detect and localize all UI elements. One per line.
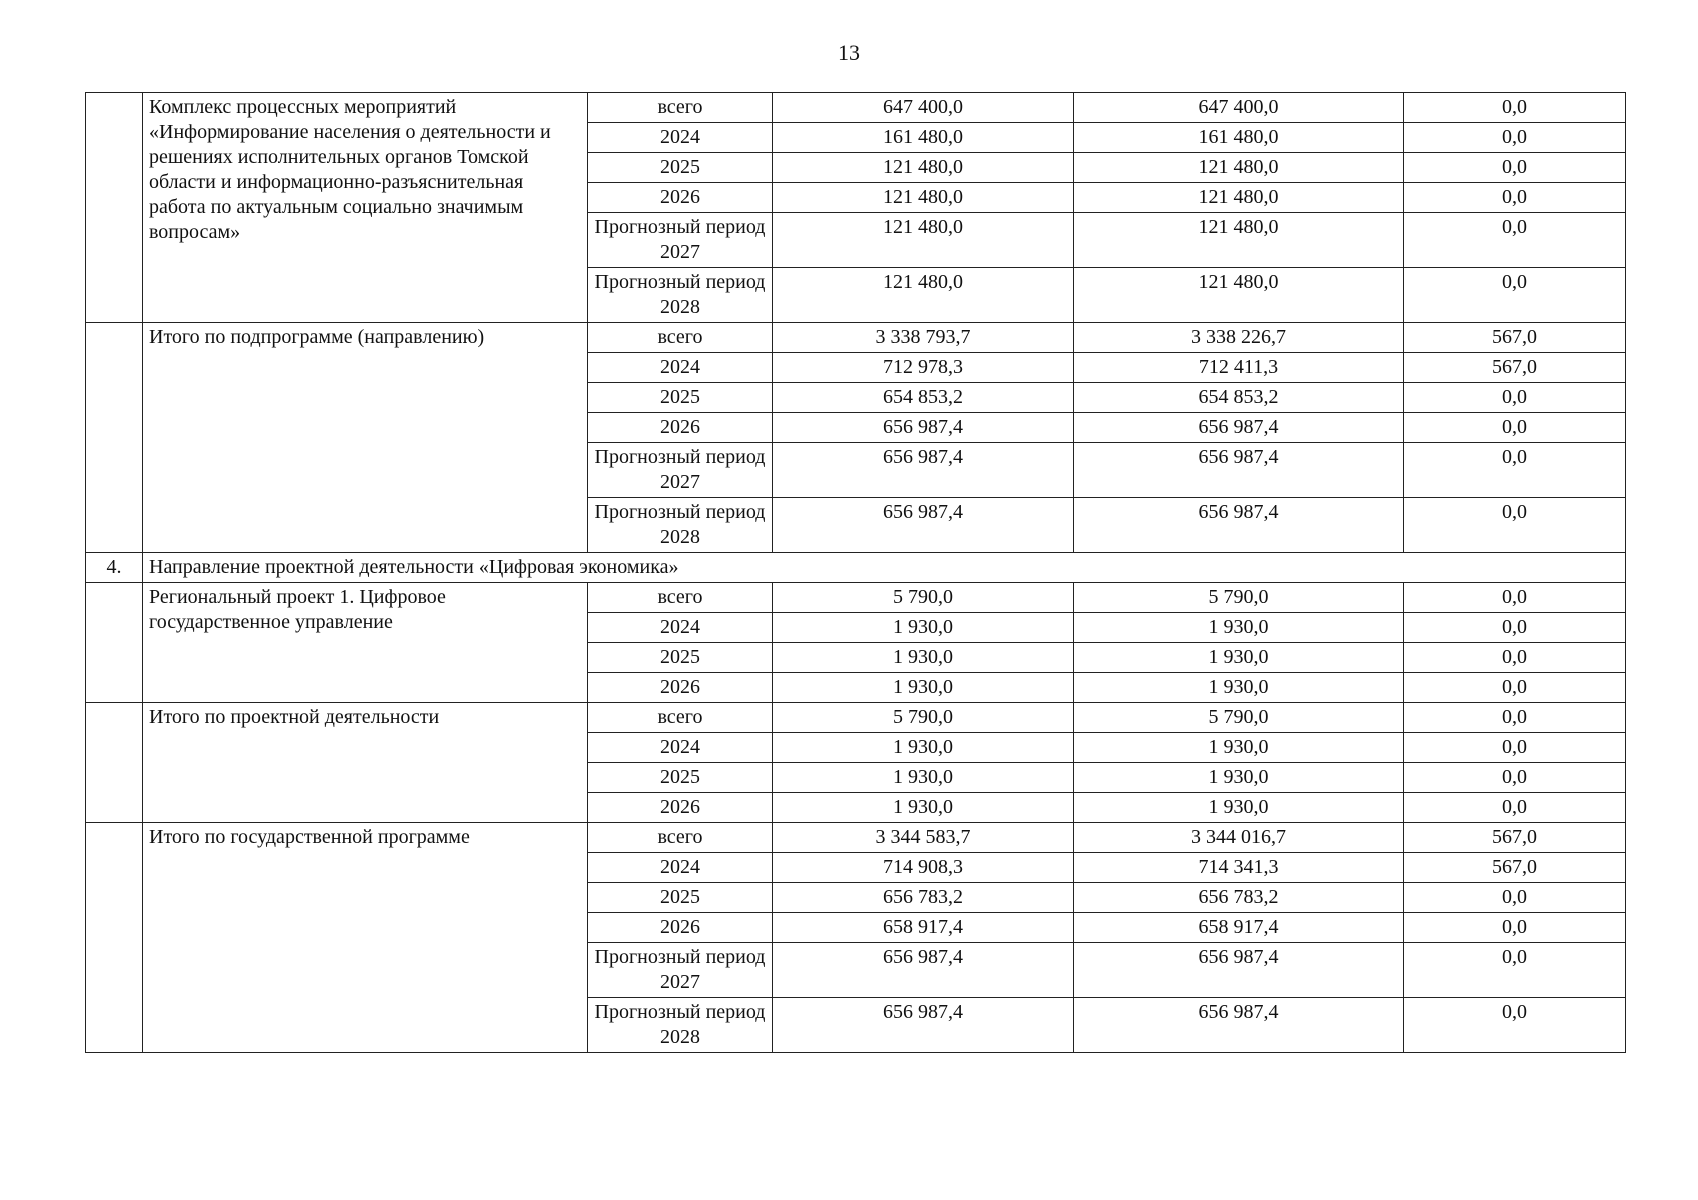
budget-table bbox=[85, 92, 1626, 1053]
period-cell: всего bbox=[588, 93, 773, 123]
table-row bbox=[86, 703, 1626, 733]
federal-cell: 0,0 bbox=[1404, 383, 1626, 413]
federal-cell: 0,0 bbox=[1404, 613, 1626, 643]
regional-cell: 5 790,0 bbox=[1074, 703, 1404, 733]
federal-cell: 0,0 bbox=[1404, 213, 1626, 268]
regional-cell: 1 930,0 bbox=[1074, 763, 1404, 793]
period-cell: всего bbox=[588, 583, 773, 613]
federal-cell: 0,0 bbox=[1404, 763, 1626, 793]
federal-cell: 0,0 bbox=[1404, 733, 1626, 763]
total-cell: 121 480,0 bbox=[773, 213, 1074, 268]
regional-cell: 1 930,0 bbox=[1074, 613, 1404, 643]
period-cell: 2024 bbox=[588, 353, 773, 383]
table-row bbox=[86, 823, 1626, 853]
federal-cell: 0,0 bbox=[1404, 583, 1626, 613]
federal-cell: 567,0 bbox=[1404, 323, 1626, 353]
period-cell: Прогнозный период 2027 bbox=[588, 943, 773, 998]
federal-cell: 0,0 bbox=[1404, 413, 1626, 443]
period-cell: Прогнозный период 2027 bbox=[588, 443, 773, 498]
regional-cell: 1 930,0 bbox=[1074, 793, 1404, 823]
federal-cell: 0,0 bbox=[1404, 643, 1626, 673]
regional-cell: 656 987,4 bbox=[1074, 498, 1404, 553]
period-cell: 2025 bbox=[588, 383, 773, 413]
total-cell: 1 930,0 bbox=[773, 673, 1074, 703]
total-cell: 647 400,0 bbox=[773, 93, 1074, 123]
regional-cell: 121 480,0 bbox=[1074, 153, 1404, 183]
total-cell: 1 930,0 bbox=[773, 643, 1074, 673]
period-cell: 2026 bbox=[588, 793, 773, 823]
regional-cell: 121 480,0 bbox=[1074, 183, 1404, 213]
regional-cell: 1 930,0 bbox=[1074, 733, 1404, 763]
row-number bbox=[86, 323, 143, 553]
regional-cell: 3 344 016,7 bbox=[1074, 823, 1404, 853]
federal-cell: 0,0 bbox=[1404, 793, 1626, 823]
period-cell: всего bbox=[588, 323, 773, 353]
federal-cell: 0,0 bbox=[1404, 673, 1626, 703]
table-body bbox=[86, 93, 1626, 1053]
regional-cell: 654 853,2 bbox=[1074, 383, 1404, 413]
period-cell: Прогнозный период 2028 bbox=[588, 268, 773, 323]
total-cell: 1 930,0 bbox=[773, 793, 1074, 823]
program-name: Региональный проект 1. Цифровое государственное управление bbox=[143, 583, 588, 703]
regional-cell: 5 790,0 bbox=[1074, 583, 1404, 613]
section-title: Направление проектной деятельности «Цифровая экономика» bbox=[143, 553, 1626, 583]
total-cell: 656 987,4 bbox=[773, 498, 1074, 553]
regional-cell: 656 987,4 bbox=[1074, 998, 1404, 1053]
section-number: 4. bbox=[86, 553, 143, 583]
regional-cell: 121 480,0 bbox=[1074, 268, 1404, 323]
period-cell: 2024 bbox=[588, 733, 773, 763]
program-name: Итого по подпрограмме (направлению) bbox=[143, 323, 588, 553]
total-cell: 3 344 583,7 bbox=[773, 823, 1074, 853]
total-cell: 121 480,0 bbox=[773, 183, 1074, 213]
regional-cell: 656 987,4 bbox=[1074, 443, 1404, 498]
program-name: Итого по государственной программе bbox=[143, 823, 588, 1053]
regional-cell: 656 783,2 bbox=[1074, 883, 1404, 913]
regional-cell: 647 400,0 bbox=[1074, 93, 1404, 123]
total-cell: 714 908,3 bbox=[773, 853, 1074, 883]
period-cell: 2025 bbox=[588, 763, 773, 793]
period-cell: Прогнозный период 2028 bbox=[588, 998, 773, 1053]
page-number: 13 bbox=[838, 40, 860, 65]
total-cell: 3 338 793,7 bbox=[773, 323, 1074, 353]
row-number bbox=[86, 823, 143, 1053]
period-cell: всего bbox=[588, 823, 773, 853]
total-cell: 656 783,2 bbox=[773, 883, 1074, 913]
row-number bbox=[86, 703, 143, 823]
total-cell: 1 930,0 bbox=[773, 613, 1074, 643]
program-name: Итого по проектной деятельности bbox=[143, 703, 588, 823]
federal-cell: 567,0 bbox=[1404, 353, 1626, 383]
regional-cell: 658 917,4 bbox=[1074, 913, 1404, 943]
regional-cell: 656 987,4 bbox=[1074, 413, 1404, 443]
federal-cell: 0,0 bbox=[1404, 93, 1626, 123]
federal-cell: 0,0 bbox=[1404, 498, 1626, 553]
program-name: Комплекс процессных мероприятий «Информирование населения о деятельности и решениях исполнительных органов Томской области и информационно-разъяснительная работа по актуальным социально значимым вопросам» bbox=[143, 93, 588, 323]
regional-cell: 121 480,0 bbox=[1074, 213, 1404, 268]
period-cell: 2024 bbox=[588, 123, 773, 153]
total-cell: 654 853,2 bbox=[773, 383, 1074, 413]
federal-cell: 567,0 bbox=[1404, 823, 1626, 853]
period-cell: 2024 bbox=[588, 853, 773, 883]
total-cell: 5 790,0 bbox=[773, 703, 1074, 733]
regional-cell: 656 987,4 bbox=[1074, 943, 1404, 998]
total-cell: 658 917,4 bbox=[773, 913, 1074, 943]
federal-cell: 0,0 bbox=[1404, 883, 1626, 913]
regional-cell: 1 930,0 bbox=[1074, 673, 1404, 703]
total-cell: 656 987,4 bbox=[773, 943, 1074, 998]
federal-cell: 0,0 bbox=[1404, 703, 1626, 733]
section-row bbox=[86, 553, 1626, 583]
period-cell: 2026 bbox=[588, 413, 773, 443]
federal-cell: 0,0 bbox=[1404, 268, 1626, 323]
total-cell: 121 480,0 bbox=[773, 153, 1074, 183]
total-cell: 161 480,0 bbox=[773, 123, 1074, 153]
total-cell: 1 930,0 bbox=[773, 763, 1074, 793]
total-cell: 5 790,0 bbox=[773, 583, 1074, 613]
federal-cell: 0,0 bbox=[1404, 943, 1626, 998]
period-cell: 2026 bbox=[588, 183, 773, 213]
total-cell: 712 978,3 bbox=[773, 353, 1074, 383]
period-cell: 2026 bbox=[588, 673, 773, 703]
period-cell: 2025 bbox=[588, 153, 773, 183]
regional-cell: 161 480,0 bbox=[1074, 123, 1404, 153]
period-cell: 2025 bbox=[588, 883, 773, 913]
period-cell: 2025 bbox=[588, 643, 773, 673]
table-row bbox=[86, 583, 1626, 613]
total-cell: 1 930,0 bbox=[773, 733, 1074, 763]
regional-cell: 712 411,3 bbox=[1074, 353, 1404, 383]
total-cell: 656 987,4 bbox=[773, 998, 1074, 1053]
regional-cell: 1 930,0 bbox=[1074, 643, 1404, 673]
total-cell: 656 987,4 bbox=[773, 443, 1074, 498]
federal-cell: 0,0 bbox=[1404, 913, 1626, 943]
table-row bbox=[86, 323, 1626, 353]
federal-cell: 0,0 bbox=[1404, 998, 1626, 1053]
row-number bbox=[86, 583, 143, 703]
federal-cell: 0,0 bbox=[1404, 153, 1626, 183]
period-cell: 2026 bbox=[588, 913, 773, 943]
regional-cell: 714 341,3 bbox=[1074, 853, 1404, 883]
period-cell: 2024 bbox=[588, 613, 773, 643]
total-cell: 656 987,4 bbox=[773, 413, 1074, 443]
period-cell: всего bbox=[588, 703, 773, 733]
total-cell: 121 480,0 bbox=[773, 268, 1074, 323]
table-row bbox=[86, 93, 1626, 123]
period-cell: Прогнозный период 2028 bbox=[588, 498, 773, 553]
federal-cell: 567,0 bbox=[1404, 853, 1626, 883]
regional-cell: 3 338 226,7 bbox=[1074, 323, 1404, 353]
federal-cell: 0,0 bbox=[1404, 443, 1626, 498]
federal-cell: 0,0 bbox=[1404, 123, 1626, 153]
row-number bbox=[86, 93, 143, 323]
federal-cell: 0,0 bbox=[1404, 183, 1626, 213]
period-cell: Прогнозный период 2027 bbox=[588, 213, 773, 268]
